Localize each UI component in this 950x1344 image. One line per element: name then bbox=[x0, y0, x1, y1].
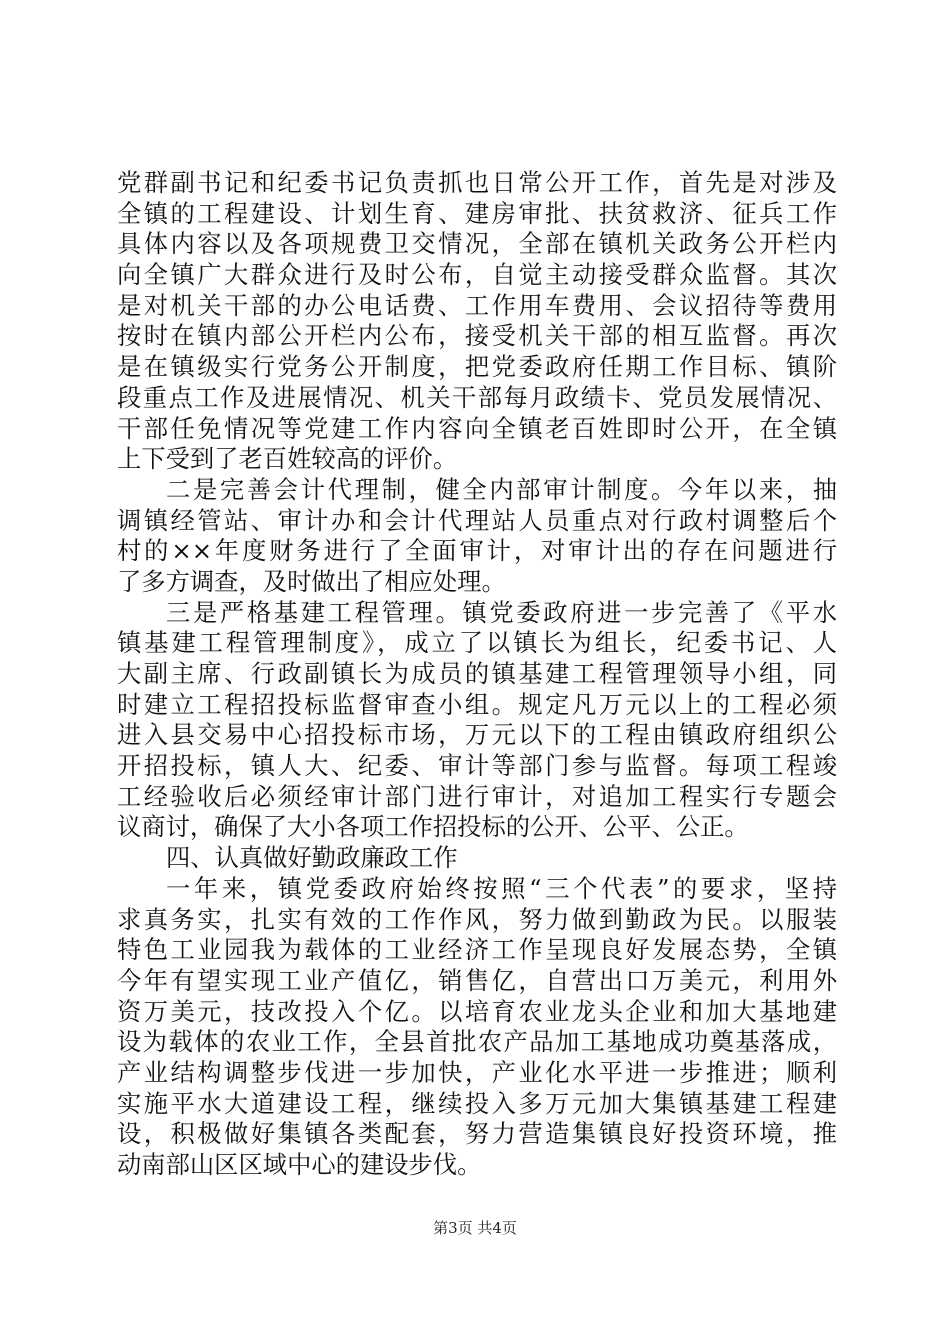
paragraph-line: 工经验收后必须经审计部门进行审计，对追加工程实行专题会 bbox=[117, 781, 837, 811]
paragraph-line: 具体内容以及各项规费卫交情况，全部在镇机关政务公开栏内 bbox=[117, 229, 837, 259]
paragraph-line: 二是完善会计代理制，健全内部审计制度。今年以来，抽 bbox=[166, 474, 837, 504]
paragraph-line: 三是严格基建工程管理。镇党委政府进一步完善了《平水 bbox=[166, 597, 837, 627]
paragraph-line: 一年来，镇党委政府始终按照“三个代表”的要求，坚持 bbox=[166, 873, 837, 903]
paragraph-line: 上下受到了老百姓较高的评价。 bbox=[117, 444, 458, 474]
section-heading: 四、认真做好勤政廉政工作 bbox=[166, 843, 458, 873]
paragraph-line: 产业结构调整步伐进一步加快，产业化水平进一步推进；顺利 bbox=[117, 1057, 837, 1087]
paragraph-line: 干部任免情况等党建工作内容向全镇老百姓即时公开，在全镇 bbox=[117, 413, 837, 443]
paragraph-line: 开招投标，镇人大、纪委、审计等部门参与监督。每项工程竣 bbox=[117, 751, 837, 781]
paragraph-line: 进入县交易中心招投标市场，万元以下的工程由镇政府组织公 bbox=[117, 720, 837, 750]
paragraph-line: 是在镇级实行党务公开制度，把党委政府任期工作目标、镇阶 bbox=[117, 352, 837, 382]
paragraph-line: 大副主席、行政副镇长为成员的镇基建工程管理领导小组，同 bbox=[117, 659, 837, 688]
paragraph-line: 资万美元，技改投入个亿。以培育农业龙头企业和加大基地建 bbox=[117, 996, 837, 1026]
paragraph-line: 时建立工程招投标监督审查小组。规定凡万元以上的工程必须 bbox=[117, 689, 837, 719]
paragraph-line: 动南部山区区域中心的建设步伐。 bbox=[117, 1150, 482, 1179]
paragraph-line: 议商讨，确保了大小各项工作招投标的公开、公平、公正。 bbox=[117, 812, 749, 842]
paragraph-line: 党群副书记和纪委书记负责抓也日常公开工作，首先是对涉及 bbox=[117, 168, 837, 197]
paragraph-line: 设为载体的农业工作，全县首批农产品加工基地成功奠基落成， bbox=[117, 1027, 837, 1057]
paragraph-line: 特色工业园我为载体的工业经济工作呈现良好发展态势，全镇 bbox=[117, 935, 837, 965]
paragraph-line: 镇基建工程管理制度》，成立了以镇长为组长，纪委书记、人 bbox=[117, 628, 837, 658]
paragraph-line: 求真务实，扎实有效的工作作风，努力做到勤政为民。以服装 bbox=[117, 904, 837, 934]
paragraph-line: 向全镇广大群众进行及时公布，自觉主动接受群众监督。其次 bbox=[117, 260, 837, 290]
paragraph-line: 是对机关干部的办公电话费、工作用车费用、会议招待等费用 bbox=[117, 290, 837, 320]
page-number-footer: 第3页 共4页 bbox=[433, 1219, 517, 1237]
paragraph-line: 全镇的工程建设、计划生育、建房审批、扶贫救济、征兵工作 bbox=[117, 198, 837, 228]
paragraph-line: 按时在镇内部公开栏内公布，接受机关干部的相互监督。再次 bbox=[117, 321, 837, 351]
paragraph-line: 段重点工作及进展情况、机关干部每月政绩卡、党员发展情况、 bbox=[117, 382, 837, 412]
paragraph-line: 村的××年度财务进行了全面审计，对审计出的存在问题进行 bbox=[117, 536, 837, 566]
paragraph-line: 设，积极做好集镇各类配套，努力营造集镇良好投资环境，推 bbox=[117, 1119, 837, 1149]
paragraph-line: 今年有望实现工业产值亿，销售亿，自营出口万美元，利用外 bbox=[117, 965, 837, 995]
paragraph-line: 了多方调查，及时做出了相应处理。 bbox=[117, 566, 506, 596]
document-body bbox=[117, 168, 837, 1181]
paragraph-line: 调镇经管站、审计办和会计代理站人员重点对行政村调整后个 bbox=[117, 505, 837, 535]
paragraph-line: 实施平水大道建设工程，继续投入多万元加大集镇基建工程建 bbox=[117, 1088, 837, 1118]
